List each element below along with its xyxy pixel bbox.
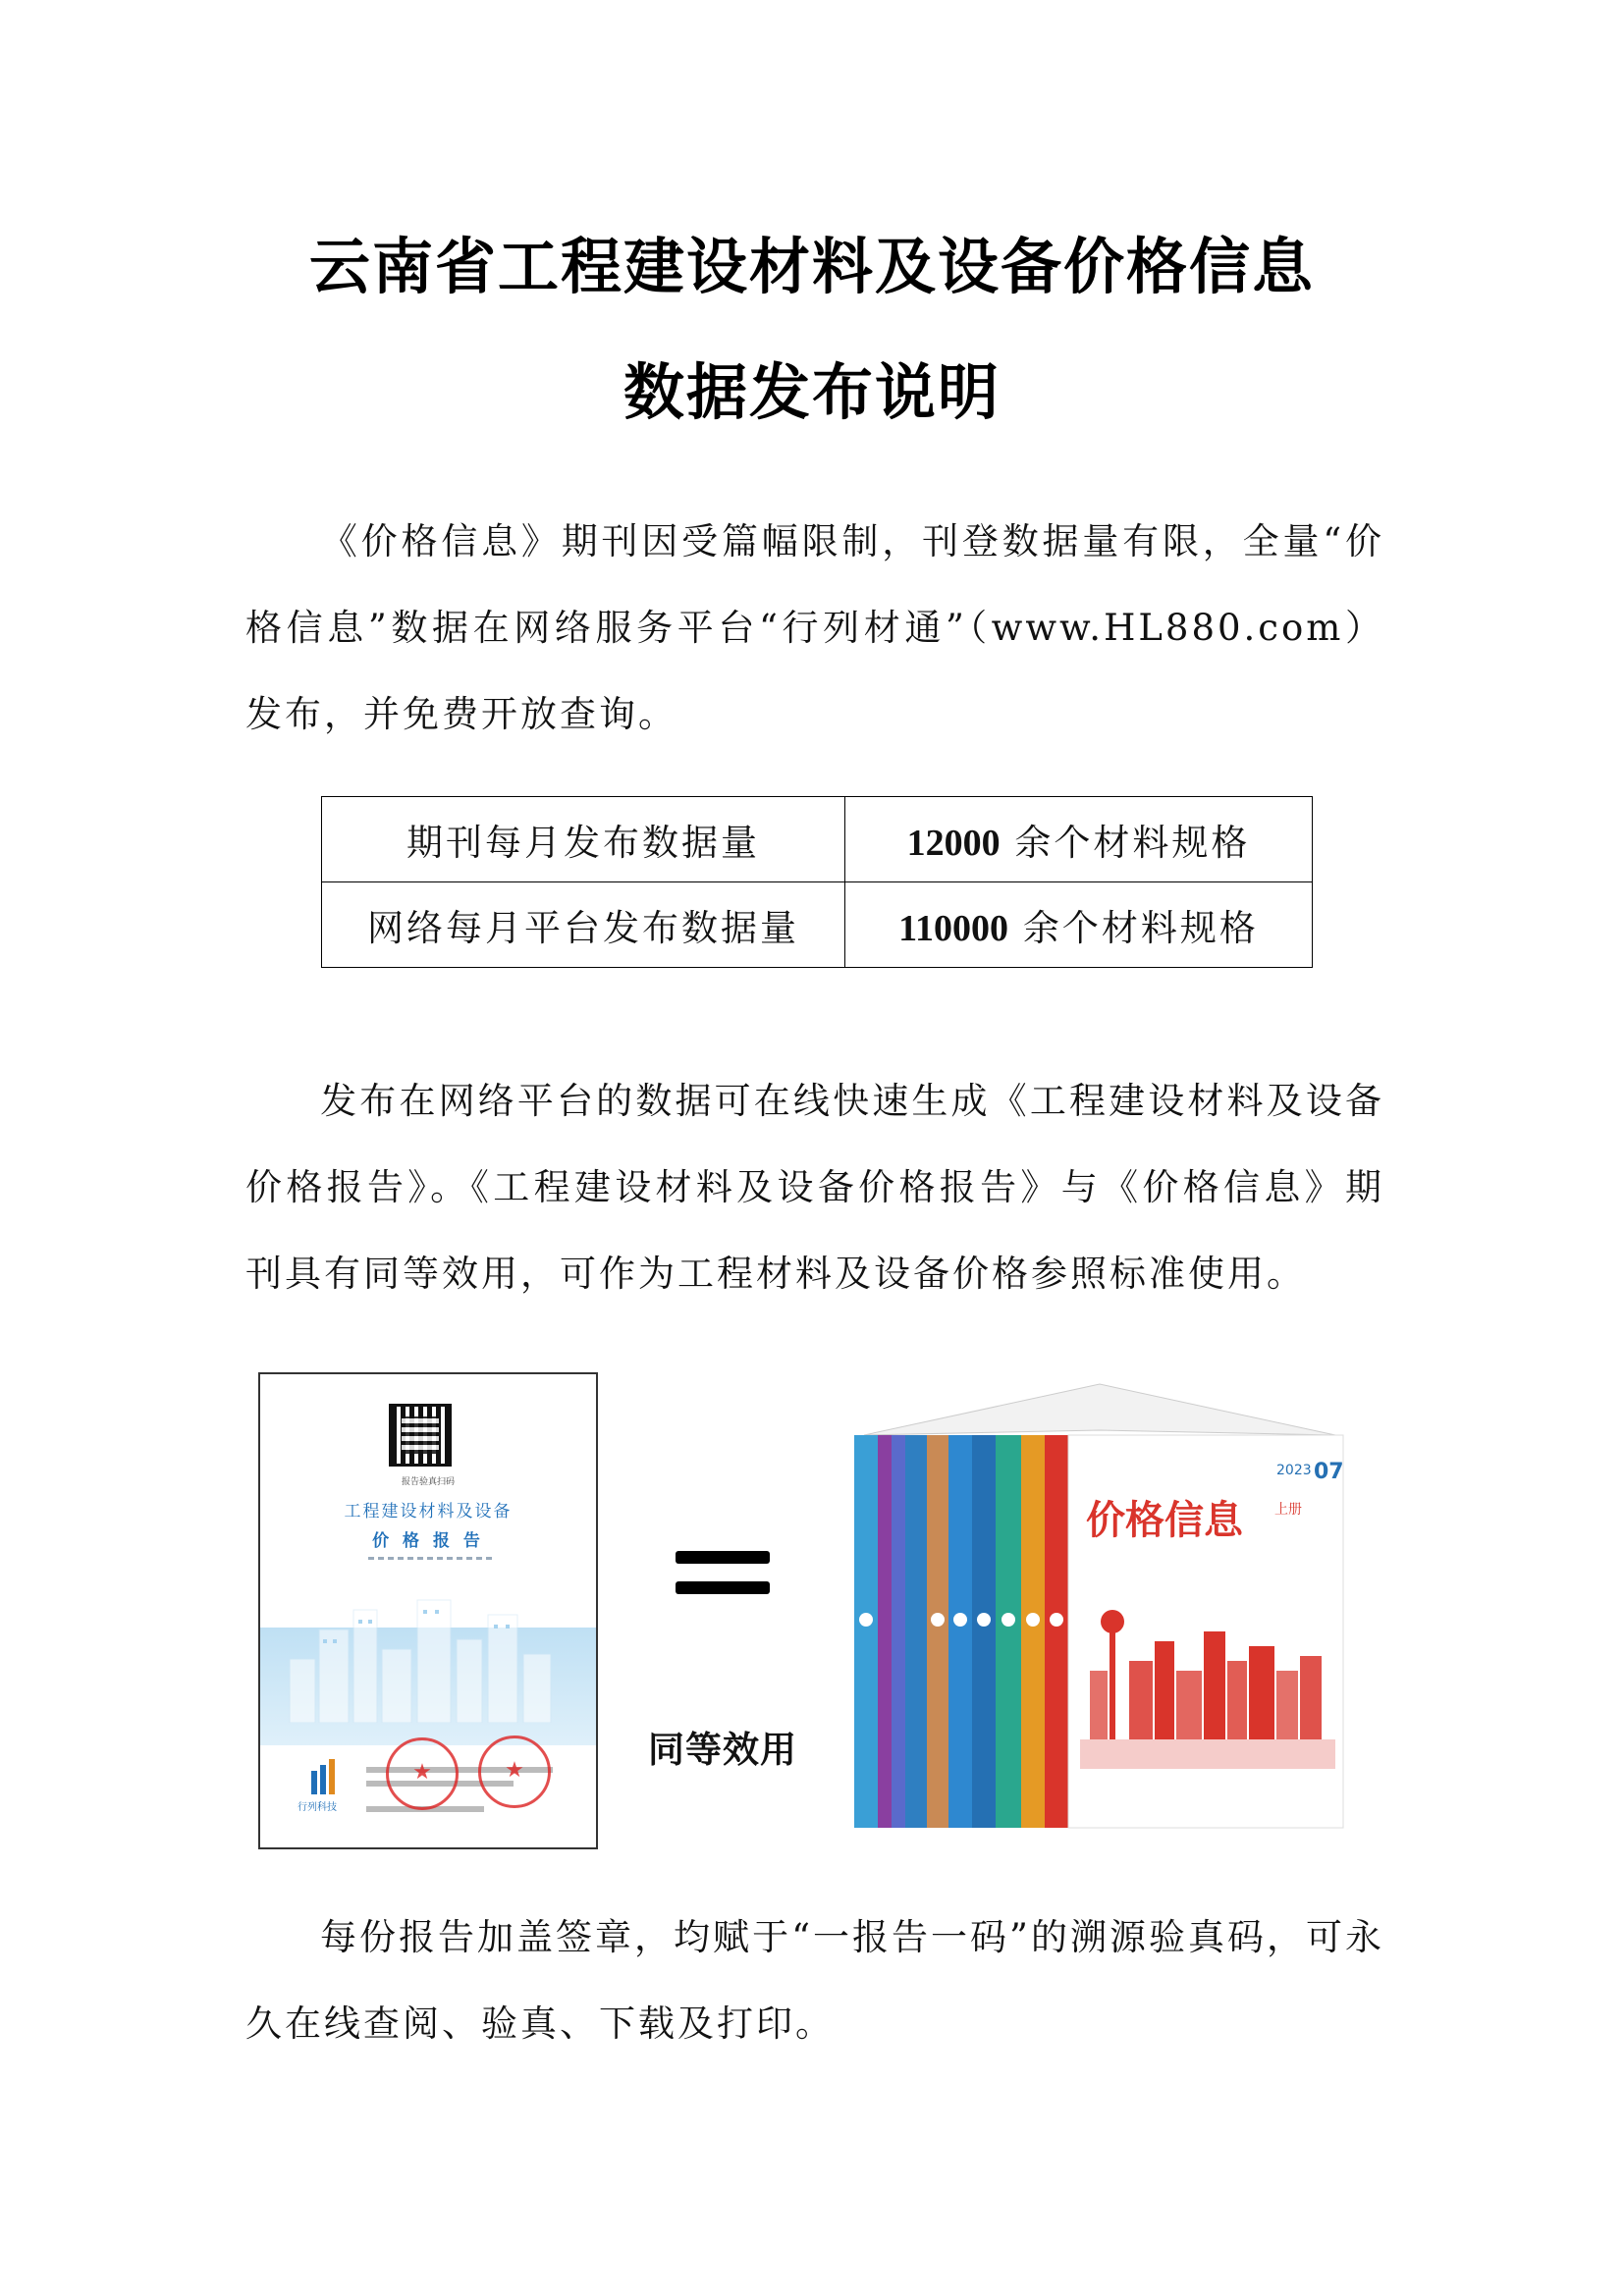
paragraph-seal-text: 每份报告加盖签章，均赋于“一报告一码”的溯源验真码，可永久在线查阅、验真、下载及打印。 — [245, 1916, 1384, 2045]
report-title-line1: 工程建设材料及设备 — [344, 1502, 513, 1522]
value-number: 110000 — [898, 908, 1009, 949]
city-skyline-illustration — [260, 1580, 596, 1723]
value-unit: 余个材料规格 — [1000, 822, 1251, 864]
magazine-brand: 价格信息 — [1086, 1498, 1243, 1543]
paragraph-report-text: 发布在网络平台的数据可在线快速生成《工程建设材料及设备价格报告》。《工程建设材料及设备价格报告》与《价格信息》期刊具有同等效用，可作为工程材料及设备价格参照标准使用。 — [245, 1080, 1384, 1295]
table-cell-label: 期刊每月发布数据量 — [322, 797, 845, 882]
magazine-year: 2023 — [1276, 1463, 1312, 1478]
price-info-magazine-stack-image — [844, 1376, 1345, 1847]
report-subtitle-line — [368, 1557, 496, 1560]
value-unit: 余个材料规格 — [1008, 907, 1259, 949]
official-seal-icon — [386, 1737, 459, 1810]
qr-code-icon — [389, 1404, 452, 1467]
page-title-line1: 云南省工程建设材料及设备价格信息 — [308, 231, 1315, 302]
value-number: 12000 — [906, 823, 1001, 864]
table-cell-value — [845, 797, 1313, 882]
equals-sign-icon — [676, 1551, 770, 1594]
company-logo-icon — [309, 1757, 339, 1796]
table-row — [322, 797, 1313, 882]
company-logo-text: 行列科技 — [298, 1802, 337, 1813]
qr-caption: 报告验真扫码 — [401, 1477, 455, 1487]
equivalence-caption: 同等效用 — [648, 1729, 797, 1771]
paragraph-intro — [245, 499, 1384, 758]
magazine-volume: 上册 — [1274, 1502, 1302, 1518]
table-cell-value — [845, 882, 1313, 968]
paragraph-seal — [245, 1895, 1384, 2067]
magazine-spines — [854, 1435, 1068, 1828]
table-row — [322, 882, 1313, 968]
paragraph-report — [245, 1058, 1384, 1317]
table-cell-label: 网络每月平台发布数据量 — [322, 882, 845, 968]
page-title-line2: 数据发布说明 — [623, 356, 1001, 428]
magazine-month: 07 — [1314, 1460, 1344, 1484]
report-title-line2: 价 格 报 告 — [372, 1531, 484, 1551]
paragraph-intro-text: 《价格信息》期刊因受篇幅限制，刊登数据量有限，全量“价格信息”数据在网络服务平台“行列材通”（www.HL880.com）发布，并免费开放查询。 — [245, 520, 1384, 735]
official-seal-icon — [478, 1735, 551, 1808]
data-volume-table — [321, 796, 1313, 968]
price-report-cover-image — [258, 1372, 598, 1849]
